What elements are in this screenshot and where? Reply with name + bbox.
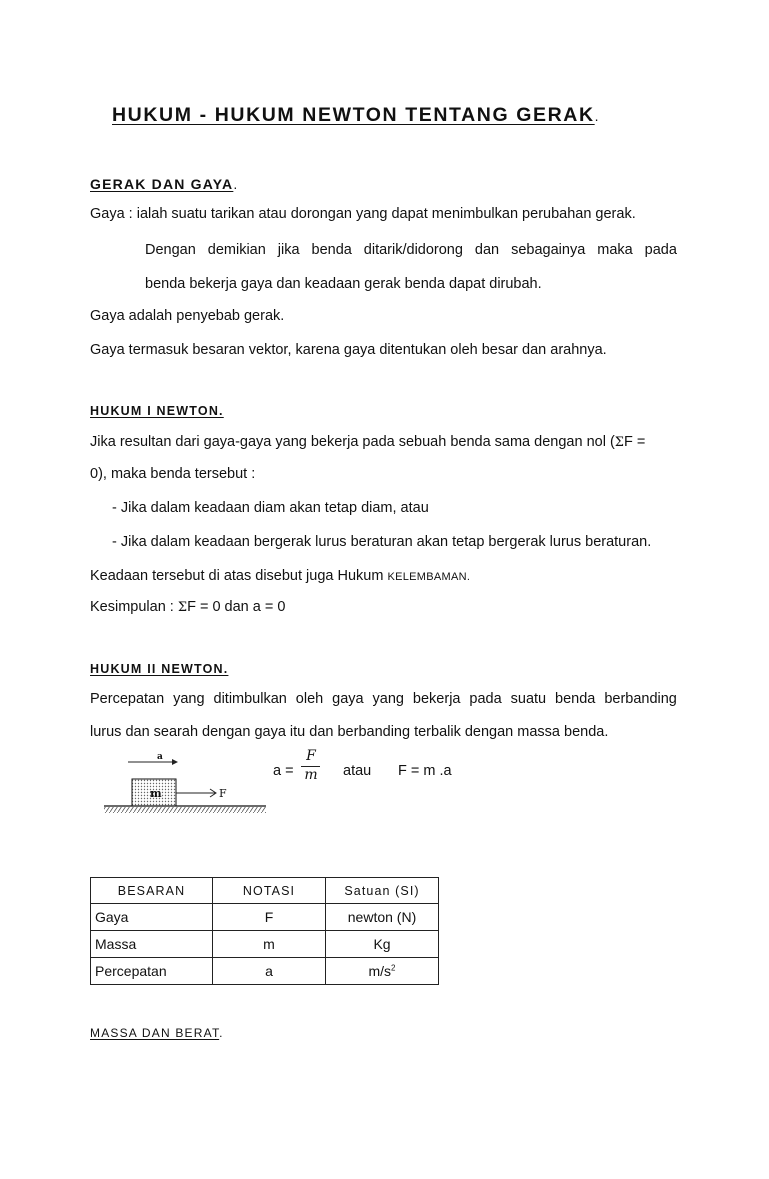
just-word: Percepatan	[90, 691, 165, 707]
quantities-table	[90, 877, 439, 985]
kelembaman-term: KELEMBAMAN.	[387, 571, 471, 583]
section-heading-period: .	[233, 176, 239, 192]
just-word: yang	[173, 691, 205, 707]
table-cell: Kg	[326, 931, 439, 958]
table-cell: Massa	[91, 931, 213, 958]
acceleration-label: a	[157, 752, 163, 762]
just-word: ditimbulkan	[213, 691, 287, 707]
hukum-1-line-2: 0), maka benda tersebut :	[90, 466, 256, 482]
ground-hatch	[104, 807, 266, 813]
just-word: benda	[555, 691, 596, 707]
section-heading-text: MASSA DAN BERAT	[90, 1026, 220, 1040]
just-word: pada	[469, 691, 502, 707]
block-force-diagram	[98, 752, 278, 816]
page-title-text: HUKUM - HUKUM NEWTON TENTANG GERAK	[112, 104, 595, 126]
text-segment: Keadaan tersebut di atas disebut juga Hukum	[90, 568, 388, 584]
table-cell: a	[213, 958, 326, 985]
just-word: gaya	[332, 691, 364, 707]
unit-text: m/s	[368, 963, 392, 979]
formula-denominator: m	[304, 767, 318, 783]
just-word: bekerja	[412, 691, 461, 707]
unit-exponent: 2	[391, 963, 396, 973]
table-row	[91, 931, 439, 958]
section-heading-text: HUKUM I NEWTON.	[90, 404, 224, 418]
hukum-1-bullet-1: - Jika dalam keadaan diam akan tetap diam, atau	[112, 500, 429, 516]
hukum-2-line-2: lurus dan searah dengan gaya itu dan berbanding terbalik dengan massa benda.	[90, 724, 609, 740]
table-cell: m	[213, 931, 326, 958]
just-word: Dengan	[145, 242, 196, 258]
table-header: BESARAN	[91, 878, 213, 904]
text-segment: F =	[623, 434, 646, 450]
text-segment: Jika resultan dari gaya-gaya yang bekerja pada sebuah benda sama dengan nol (	[90, 434, 615, 450]
force-arrow	[176, 789, 216, 797]
table-row	[91, 958, 439, 985]
section-heading-text: GERAK DAN GAYA	[90, 176, 234, 192]
just-word: ditarik/didorong	[363, 242, 463, 258]
page-title	[112, 104, 600, 127]
table-row	[91, 904, 439, 931]
just-word: berbanding	[604, 691, 677, 707]
kesimpulan-line	[90, 599, 285, 615]
just-word: jika	[277, 242, 300, 258]
just-word: dan	[474, 242, 500, 258]
formula-lhs: a =	[273, 763, 294, 779]
table-cell-unit	[326, 958, 439, 985]
paragraph-gaya-vektor: Gaya termasuk besaran vektor, karena gaya ditentukan oleh besar dan arahnya.	[90, 342, 607, 358]
formula-numerator: F	[306, 748, 316, 764]
sigma-symbol: Σ	[614, 435, 624, 450]
hukum-2-line-1	[90, 691, 677, 707]
formula-or: atau	[343, 763, 372, 779]
just-word: suatu	[510, 691, 547, 707]
table-cell: F	[213, 904, 326, 931]
table-header-row	[91, 878, 439, 904]
gaya-definition-line-1: Gaya : ialah suatu tarikan atau dorongan yang dapat menimbulkan perubahan gerak.	[90, 206, 636, 222]
mass-label: m	[150, 787, 162, 800]
gaya-definition-line-2	[145, 242, 677, 258]
just-word: demikian	[207, 242, 266, 258]
table-header: NOTASI	[213, 878, 326, 904]
hukum-1-bullet-2: - Jika dalam keadaan bergerak lurus beraturan akan tetap bergerak lurus beraturan.	[112, 534, 652, 550]
just-word: oleh	[295, 691, 324, 707]
section-heading-hukum-2	[90, 662, 228, 676]
text-segment: F = 0 dan a = 0	[187, 599, 286, 615]
sigma-symbol: Σ	[177, 600, 188, 615]
section-heading-text: HUKUM II NEWTON.	[90, 662, 229, 676]
section-heading-massa-dan-berat	[90, 1026, 224, 1040]
section-heading-period: .	[219, 1026, 224, 1040]
section-heading-gerak-dan-gaya	[90, 176, 238, 192]
acceleration-arrow	[128, 759, 178, 765]
section-heading-hukum-1	[90, 404, 224, 418]
text-segment: Kesimpulan :	[90, 599, 178, 615]
hukum-1-line-1	[90, 434, 677, 450]
kelembaman-line	[90, 568, 470, 584]
table-cell: newton (N)	[326, 904, 439, 931]
just-word: pada	[644, 242, 677, 258]
just-word: maka	[597, 242, 633, 258]
formula-alt: F = m .a	[398, 763, 452, 779]
page-title-period: .	[594, 108, 601, 124]
just-word: yang	[372, 691, 404, 707]
just-word: benda	[311, 242, 352, 258]
just-word: sebagainya	[511, 242, 586, 258]
table-cell: Percepatan	[91, 958, 213, 985]
paragraph-gaya-penyebab: Gaya adalah penyebab gerak.	[90, 308, 285, 324]
gaya-definition-line-3: benda bekerja gaya dan keadaan gerak benda dapat dirubah.	[145, 276, 542, 292]
table-header: Satuan (SI)	[326, 878, 439, 904]
table-cell: Gaya	[91, 904, 213, 931]
force-label: F	[219, 787, 227, 800]
